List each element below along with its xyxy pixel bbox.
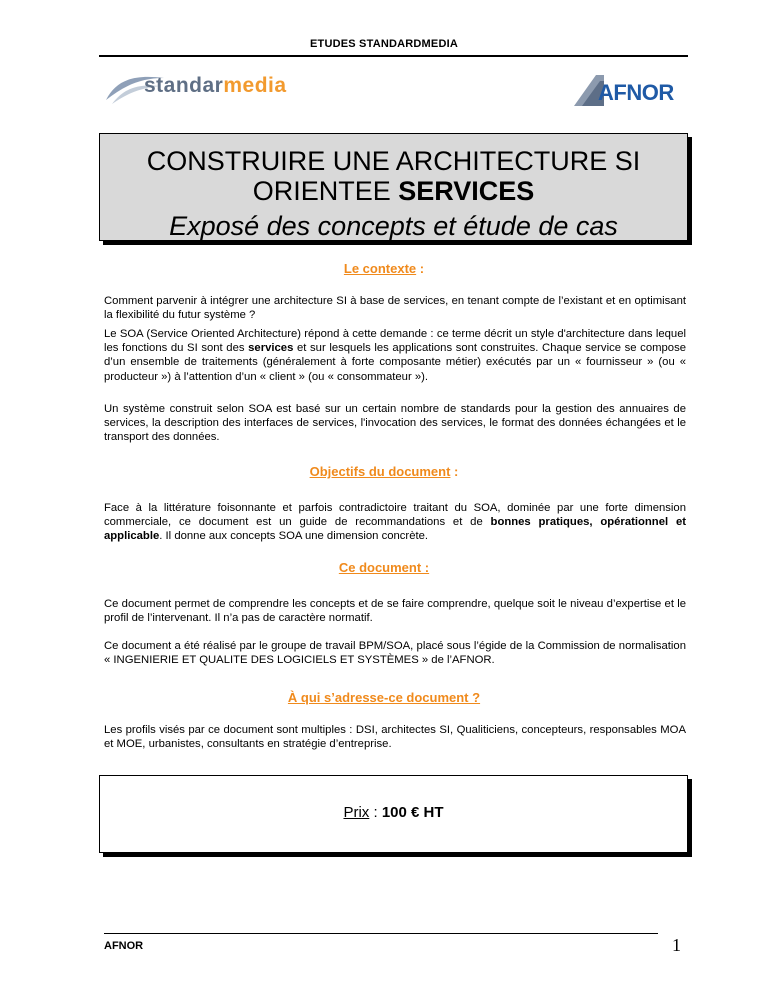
heading-objectifs-text: Objectifs du document: [309, 464, 451, 479]
title-line-2-prefix: ORIENTEE: [252, 176, 391, 206]
audience-paragraph: Les profils visés par ce document sont multiples : DSI, architectes SI, Qualiticiens, concepteurs, responsables MOA et MOE, urbanistes, consultants en stratégie d’entreprise.: [104, 724, 686, 751]
heading-audience-text: À qui s’adresse-ce document ?: [287, 690, 481, 705]
afnor-logo-text: AFNOR: [598, 80, 674, 105]
contexte-p2-b: et sur lesquels les applications sont construites. Chaque service se compose d’un ensemble de traitements (généralement à forte composante métier) exécutés par un « fournisseur » (ou « producteur ») à l’attention d’un « client » (ou « consommateur »).: [104, 342, 687, 383]
contexte-p2-a: Le SOA (Service Oriented Architecture) répond à cette demande : ce terme décrit un style d'architecture dans lequel les fonctions du SI sont des: [104, 328, 686, 355]
title-line-2-bold: SERVICES: [398, 176, 535, 206]
price-separator: :: [369, 804, 382, 821]
heading-objectifs-suffix: :: [450, 464, 459, 479]
objectifs-p1-a: Face à la littérature foisonnante et parfois contradictoire traitant du SOA, dominée par une forte dimension commerciale, ce document est un guide de recommandations et de: [104, 502, 686, 529]
contexte-paragraph-2: [104, 327, 686, 384]
running-header: ETUDES STANDARDMEDIA: [309, 38, 459, 50]
heading-ce-document: [0, 560, 768, 575]
logo-text-media: media: [223, 74, 287, 97]
objectifs-p1-bold: bonnes pratiques, opérationnel et applicable: [104, 516, 686, 543]
heading-contexte-text: Le contexte: [343, 261, 417, 276]
price-label: Prix: [343, 804, 370, 821]
footer-rule: [104, 933, 658, 934]
afnor-logo: [574, 75, 686, 107]
contexte-p2-bold: services: [248, 342, 294, 355]
title-line-2: [99, 176, 688, 206]
logo-text-standar: standar: [144, 74, 224, 97]
heading-ce-document-text: Ce document :: [338, 560, 430, 575]
heading-audience: [0, 690, 768, 705]
document-paragraph-1: Ce document permet de comprendre les concepts et de se faire comprendre, quelque soit le niveau d’expertise et le profil de l’intervenant. Il n’a pas de caractère normatif.: [104, 598, 686, 625]
objectifs-paragraph: [104, 501, 686, 544]
heading-objectifs: [0, 464, 768, 479]
heading-contexte: [0, 261, 768, 276]
header-rule: [99, 55, 688, 57]
heading-contexte-suffix: :: [416, 261, 425, 276]
price-value: 100 € HT: [381, 804, 444, 821]
objectifs-p1-b: . Il donne aux concepts SOA une dimension concrète.: [159, 530, 429, 543]
document-title: [99, 146, 688, 206]
document-paragraph-2: Ce document a été réalisé par le groupe de travail BPM/SOA, placé sous l’égide de la Commission de normalisation « INGENIERIE ET QUALITE DES LOGICIELS ET SYSTÈMES » de l’AFNOR.: [104, 640, 686, 667]
page-number: 1: [672, 935, 681, 955]
contexte-paragraph-3: Un système construit selon SOA est basé sur un certain nombre de standards pour la gestion des annuaires de services, la description des interfaces de services, l'invocation des services, le format des données échangées et le transport des données.: [104, 403, 686, 444]
price: [99, 804, 688, 821]
contexte-paragraph-1: Comment parvenir à intégrer une architecture SI à base de services, en tenant compte de l’existant et en optimisant la flexibilité du futur système ?: [104, 295, 686, 322]
standarmedia-logo: [104, 64, 304, 110]
document-subtitle: Exposé des concepts et étude de cas: [169, 211, 618, 241]
title-line-1: CONSTRUIRE UNE ARCHITECTURE SI: [146, 146, 641, 176]
footer-left: AFNOR: [104, 940, 144, 952]
